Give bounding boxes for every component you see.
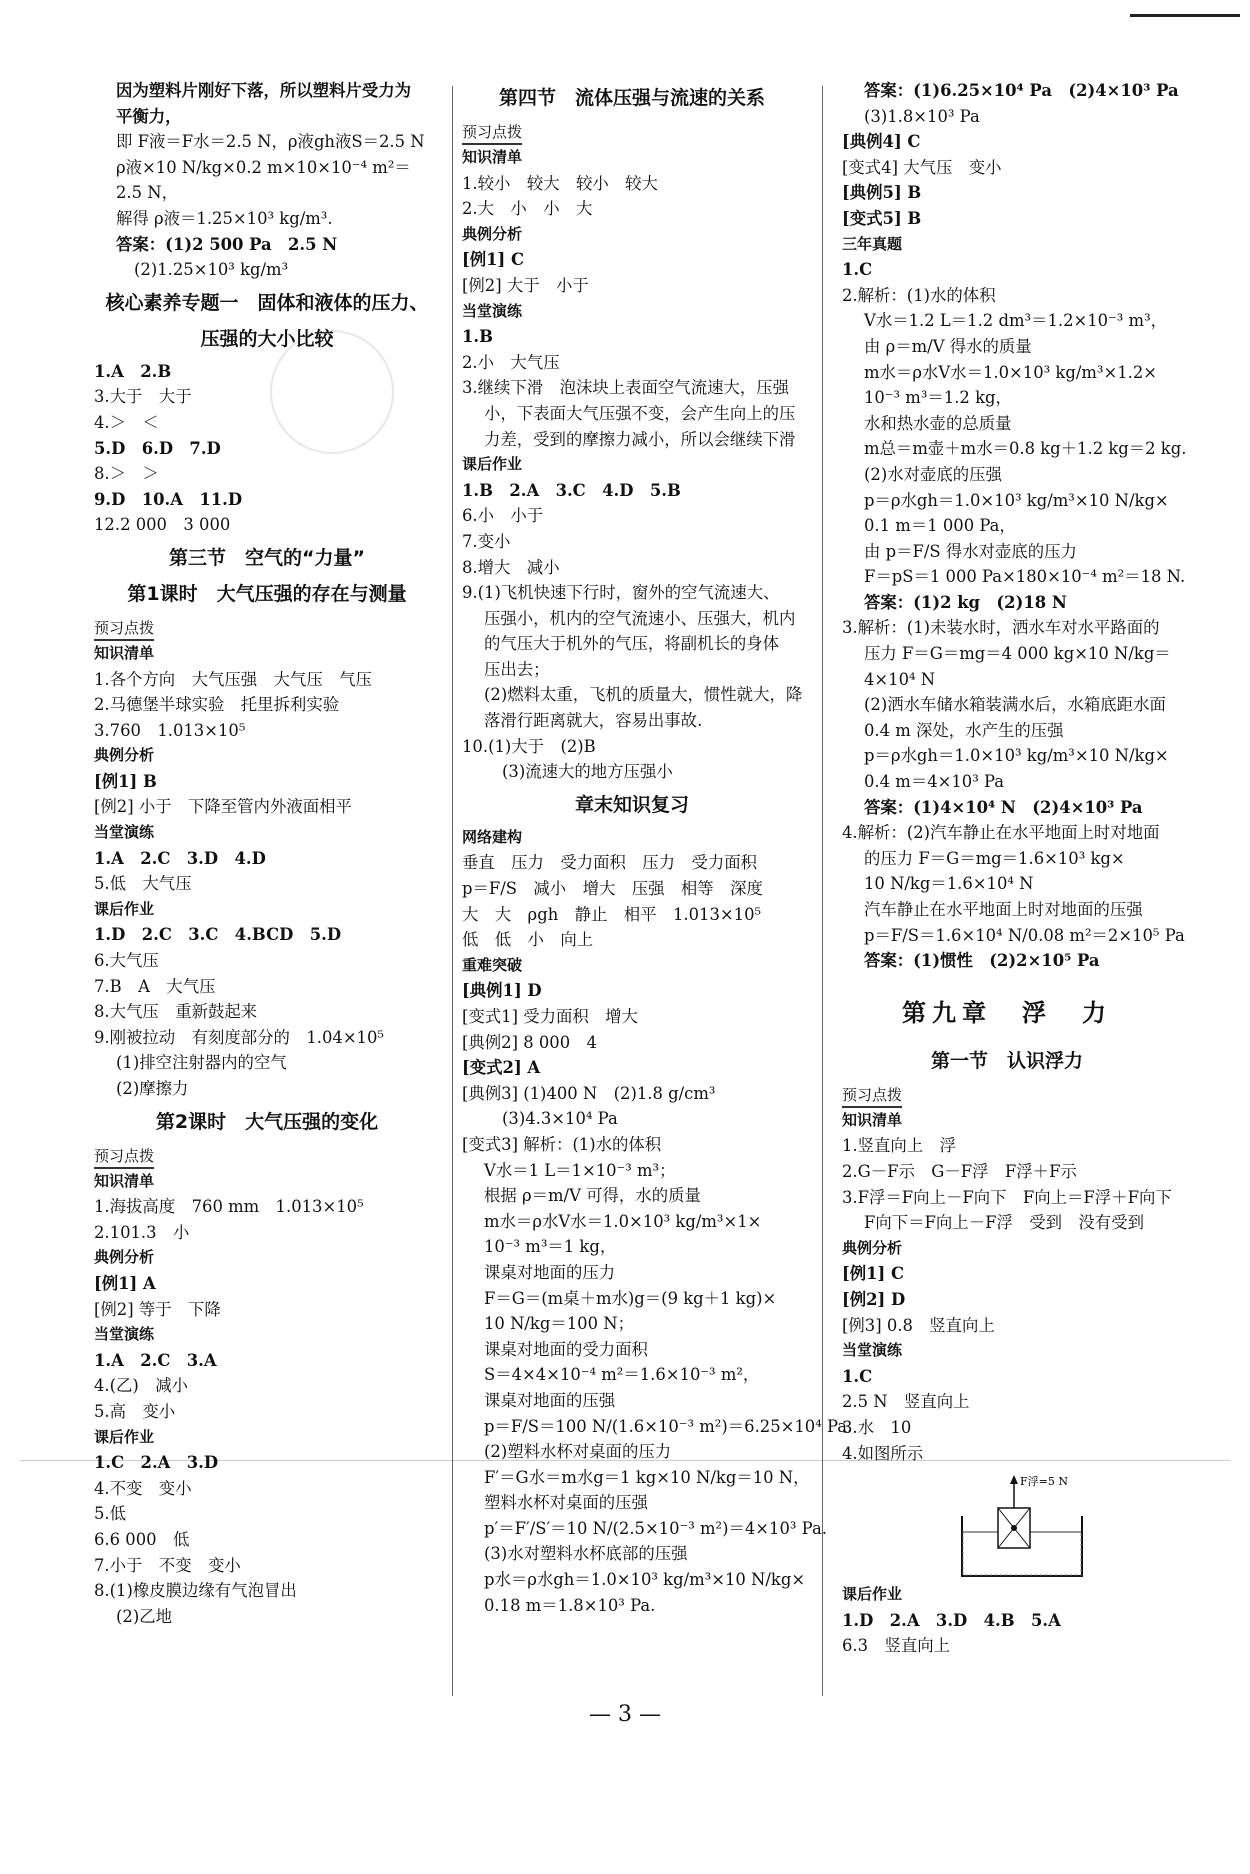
col1-line: 2.101.3 小 (94, 1222, 190, 1242)
col3-line: (2)水对壶底的压强 (864, 464, 1002, 484)
col2-line: 2.大 小 小 大 (462, 199, 593, 219)
col2-line: 10 N/kg＝100 N； (484, 1314, 634, 1334)
column-divider (452, 86, 453, 1696)
col3-line: 3.F浮＝F向上－F向下 F向上＝F浮＋F向下 (842, 1187, 1172, 1207)
col1-line: 3.760 1.013×10⁵ (94, 720, 246, 740)
col3-line: 答案：(1)4×10⁴ N (2)4×10³ Pa (864, 797, 1143, 817)
col2-line: 10⁻³ m³＝1 kg， (484, 1237, 617, 1257)
col2-line: [例1] C (462, 250, 525, 270)
col3-line: [典例5] B (842, 183, 922, 203)
col1-line: (2)乙地 (116, 1606, 172, 1626)
col1-line: 第1课时 大气压强的存在与测量 (127, 582, 407, 605)
col3-line: 1.竖直向上 浮 (842, 1136, 956, 1156)
col1-line: [例1] A (94, 1273, 156, 1293)
col2-line: [典例3] (1)400 N (2)1.8 g/cm³ (462, 1083, 716, 1103)
col3-line: (2)洒水车储水箱装满水后，水箱底距水面 (864, 695, 1166, 715)
col2-line: [变式2] A (462, 1058, 541, 1078)
col3-line: (3)1.8×10³ Pa (864, 106, 980, 126)
col2-line: 课桌对地面的压强 (484, 1390, 616, 1410)
col3-line: 由 ρ＝m/V 得水的质量 (864, 336, 1032, 356)
col1-line: 1.各个方向 大气压强 大气压 气压 (94, 669, 372, 689)
col3-line: 由 p＝F/S 得水对壶底的压力 (864, 541, 1077, 561)
col1-line: 因为塑料片刚好下落，所以塑料片受力为 (116, 81, 412, 100)
col3-line: 第九章 浮 力 (902, 998, 1112, 1027)
col2-line: 典例分析 (462, 224, 523, 243)
col1-line: 典例分析 (94, 1248, 155, 1267)
col1-line: 1.海拔高度 760 mm 1.013×10⁵ (94, 1197, 364, 1217)
col2-line: 课桌对地面的受力面积 (484, 1339, 648, 1359)
col1-line: 1.D 2.C 3.C 4.BCD 5.D (94, 925, 342, 945)
col3-line: 三年真题 (842, 234, 903, 253)
col3-line: 1.C (842, 1366, 873, 1386)
col3-line: p＝ρ水gh＝1.0×10³ kg/m³×10 N/kg× (864, 490, 1169, 510)
col2-line: p＝F/S 减小 增大 压强 相等 深度 (462, 879, 763, 899)
col1-line: 5.高 变小 (94, 1401, 176, 1421)
col3-line: 典例分析 (842, 1238, 903, 1257)
col1-line: 平衡力， (116, 106, 182, 126)
col1-line: 5.D 6.D 7.D (94, 438, 221, 458)
col3-line: [例3] 0.8 竖直向上 (842, 1315, 995, 1335)
col1-line: 8.＞ ＞ (94, 464, 159, 484)
col1-line: [例2] 小于 下降至管内外液面相平 (94, 797, 352, 817)
col2-line: 的气压大于机外的气压，将副机长的身体 (484, 634, 780, 654)
col1-line: 课后作业 (94, 899, 155, 918)
col3-line: 2.G－F示 G－F浮 F浮＋F示 (842, 1161, 1077, 1181)
col3-line: 1.D 2.A 3.D 4.B 5.A (842, 1610, 1061, 1630)
col1-line: 预习点拨 (94, 617, 154, 641)
col2-line: 压出去； (484, 659, 550, 679)
col1-line: 1.A 2.C 3.D 4.D (94, 848, 266, 868)
col1-line: 7.小于 不变 变小 (94, 1555, 241, 1575)
col3-line: 答案：(1)2 kg (2)18 N (864, 592, 1067, 612)
col1-line: ρ液×10 N/kg×0.2 m×10×10⁻⁴ m²＝ (116, 157, 411, 177)
col2-line: 9.(1)飞机快速下行时，窗外的空气流速大、 (462, 583, 780, 603)
col3-line: 10 N/kg＝1.6×10⁴ N (864, 874, 1034, 894)
col1-line: (2)摩擦力 (116, 1079, 189, 1098)
col2-line: (2)塑料水杯对桌面的压力 (484, 1442, 672, 1462)
col2-line: [变式1] 受力面积 增大 (462, 1007, 638, 1026)
col2-line: [典例2] 8 000 4 (462, 1032, 597, 1052)
col3-line: 4.解析：(2)汽车静止在水平地面上时对地面 (842, 823, 1160, 843)
col2-line: 10.(1)大于 (2)B (462, 736, 596, 756)
col1-line: (1)排空注射器内的空气 (116, 1053, 287, 1073)
col2-line: m水＝ρ水V水＝1.0×10³ kg/m³×1× (484, 1211, 762, 1231)
col3-line: p＝ρ水gh＝1.0×10³ kg/m³×10 N/kg× (864, 746, 1169, 766)
col2-line: p′＝F′/S′＝10 N/(2.5×10⁻³ m²)＝4×10³ Pa. (484, 1518, 827, 1538)
col2-line: 落滑行距离就大，容易出事故. (484, 711, 703, 731)
col3-line: 0.4 m 深处，水产生的压强 (864, 720, 1064, 740)
col2-line: 7.变小 (462, 531, 511, 551)
col2-line: p＝F/S＝100 N/(1.6×10⁻³ m²)＝6.25×10⁴ Pa. (484, 1416, 853, 1436)
col2-line: 课后作业 (462, 455, 523, 474)
col1-line: 4.(乙) 减小 (94, 1376, 188, 1396)
col1-line: 当堂演练 (94, 1325, 155, 1344)
col3-line: 的压力 F＝G＝mg＝1.6×10³ kg× (864, 848, 1125, 868)
col1-line: 4.不变 变小 (94, 1478, 192, 1498)
col1-line: 第三节 空气的“力量” (169, 546, 365, 569)
col1-line: 当堂演练 (94, 823, 155, 842)
col3-line: 知识清单 (842, 1110, 903, 1129)
col3-line: 0.4 m＝4×10³ Pa (864, 772, 1005, 792)
col1-line: 8.(1)橡皮膜边缘有气泡冒出 (94, 1581, 297, 1601)
col3-line: F向下＝F向上－F浮 受到 没有受到 (864, 1213, 1144, 1233)
col1-line: 典例分析 (94, 746, 155, 765)
col1-line: 6.6 000 低 (94, 1529, 190, 1549)
col3-line: 汽车静止在水平地面上时对地面的压强 (864, 900, 1143, 919)
col1-line: 9.D 10.A 11.D (94, 489, 243, 509)
col2-line: 重难突破 (462, 955, 523, 974)
col2-line: 知识清单 (462, 148, 523, 166)
col3-line: [典例4] C (842, 132, 921, 152)
col2-line: 预习点拨 (462, 121, 522, 145)
col1-line: 2.马德堡半球实验 托里拆利实验 (94, 695, 340, 715)
col2-line: 章末知识复习 (574, 793, 689, 816)
col3-line: 答案：(1)惯性 (2)2×10⁵ Pa (864, 951, 1100, 971)
col3-line: V水＝1.2 L＝1.2 dm³＝1.2×10⁻³ m³， (864, 311, 1168, 331)
col2-line: 1.B 2.A 3.C 4.D 5.B (462, 480, 681, 500)
col2-line: 2.小 大气压 (462, 352, 560, 372)
col2-line: 垂直 压力 受力面积 压力 受力面积 (462, 853, 758, 873)
col2-line: p水＝ρ水gh＝1.0×10³ kg/m³×10 N/kg× (484, 1570, 806, 1590)
col1-line: 课后作业 (94, 1427, 155, 1446)
col1-line: 答案：(1)2 500 Pa 2.5 N (116, 234, 338, 254)
col3-line: p＝F/S＝1.6×10⁴ N/0.08 m²＝2×10⁵ Pa (864, 925, 1185, 945)
col3-line: 答案：(1)6.25×10⁴ Pa (2)4×10³ Pa (864, 81, 1179, 100)
col3-line: 1.C (842, 260, 873, 280)
col3-line: m水＝ρ水V水＝1.0×10³ kg/m³×1.2× (864, 362, 1157, 382)
col2-line: 第四节 流体压强与流速的关系 (498, 87, 765, 109)
col3-line: 6.3 竖直向上 (842, 1636, 951, 1656)
col3-line: [例2] D (842, 1289, 906, 1309)
col2-line: F＝G＝(m桌＋m水)g＝(9 kg＋1 kg)× (484, 1288, 777, 1308)
col2-line: [典例1] D (462, 981, 542, 1001)
col1-line: 1.A 2.C 3.A (94, 1350, 217, 1370)
buoyancy-figure (952, 1472, 1092, 1582)
col1-line: 核心素养专题一 固体和液体的压力、 (105, 291, 429, 314)
col3-line: [变式4] 大气压 变小 (842, 157, 1002, 177)
col1-line: 7.B A 大气压 (94, 976, 216, 996)
col1-line: 3.大于 大于 (94, 387, 192, 407)
col2-line: 网络建构 (462, 827, 523, 846)
answer-column-1 (94, 78, 440, 1629)
col2-line: 3.继续下滑 泡沫块上表面空气流速大，压强 (462, 378, 790, 398)
col1-line: 2.5 N， (116, 183, 179, 203)
col1-line: 9.刚被拉动 有刻度部分的 1.04×10⁵ (94, 1027, 384, 1047)
col2-line: 根据 ρ＝m/V 可得，水的质量 (484, 1186, 701, 1206)
answer-column-2 (462, 78, 853, 1618)
col3-line: 水和热水壶的总质量 (864, 413, 1012, 433)
col1-line: 解得 ρ液＝1.25×10³ kg/m³. (116, 208, 333, 228)
col2-line: 课桌对地面的压力 (484, 1262, 616, 1282)
col2-line: 6.小 小于 (462, 506, 544, 526)
col2-line: 塑料水杯对桌面的压强 (484, 1493, 648, 1513)
col3-line: 3.水 10 (842, 1417, 912, 1437)
col1-line: 12.2 000 3 000 (94, 515, 231, 535)
col1-line: 4.＞ ＜ (94, 412, 159, 432)
col3-line: 10⁻³ m³＝1.2 kg， (864, 388, 1012, 408)
col2-line: 低 低 小 向上 (462, 930, 594, 950)
answer-column-3 (842, 78, 1187, 1659)
col1-line: 第2课时 大气压强的变化 (155, 1110, 379, 1133)
col3-line: 第一节 认识浮力 (930, 1049, 1083, 1072)
col3-line: 2.解析：(1)水的体积 (842, 285, 996, 305)
col1-line: 5.低 (94, 1504, 127, 1524)
col2-line: 1.较小 较大 较小 较大 (462, 173, 658, 193)
col2-line: V水＝1 L＝1×10⁻³ m³； (484, 1160, 676, 1180)
col1-line: [例2] 等于 下降 (94, 1299, 221, 1319)
svg-text:F浮=5 N: F浮=5 N (1020, 1475, 1068, 1489)
col2-line: (3)4.3×10⁴ Pa (502, 1109, 618, 1129)
col2-line: S＝4×4×10⁻⁴ m²＝1.6×10⁻³ m²， (484, 1365, 760, 1385)
col3-line: [例1] C (842, 1264, 905, 1284)
col2-line: (2)燃料太重，飞机的质量大，惯性就大，降 (484, 685, 803, 705)
col2-line: 8.增大 减小 (462, 557, 560, 577)
col3-line: 预习点拨 (842, 1084, 902, 1108)
col2-line: 小，下表面大气压强不变，会产生向上的压 (484, 403, 796, 423)
col3-line: [变式5] B (842, 208, 922, 228)
col3-line: 当堂演练 (842, 1341, 903, 1360)
col3-line: m总＝m壶＋m水＝0.8 kg＋1.2 kg＝2 kg. (864, 439, 1187, 459)
col2-line: [例2] 大于 小于 (462, 275, 589, 295)
col1-line: 8.大气压 重新鼓起来 (94, 1002, 258, 1022)
col2-line: 压强小，机内的空气流速小、压强大，机内 (484, 608, 796, 628)
col1-line: 预习点拨 (94, 1145, 154, 1169)
col1-line: 知识清单 (94, 1171, 155, 1190)
col1-line: (2)1.25×10³ kg/m³ (134, 260, 289, 280)
header-rule (1130, 14, 1240, 17)
col1-line: 即 F液＝F水＝2.5 N，ρ液gh液S＝2.5 N (116, 132, 425, 152)
col3-line: 4×10⁴ N (864, 669, 936, 689)
col2-line: 当堂演练 (462, 301, 523, 320)
column-divider (822, 86, 823, 1696)
col2-line: (3)水对塑料水杯底部的压强 (484, 1544, 688, 1564)
col3-line: 4.如图所示 (842, 1443, 924, 1463)
col1-line: 5.低 大气压 (94, 874, 192, 894)
col3-line: 2.5 N 竖直向上 (842, 1392, 970, 1412)
col3-line: F＝pS＝1 000 Pa×180×10⁻⁴ m²＝18 N. (864, 567, 1186, 587)
col2-line: 力差，受到的摩擦力减小，所以会继续下滑 (484, 429, 796, 449)
col1-line: 压强的大小比较 (200, 327, 334, 350)
col2-line: (3)流速大的地方压强小 (502, 762, 673, 782)
col1-line: 1.A 2.B (94, 361, 172, 381)
col1-line: 1.C 2.A 3.D (94, 1453, 219, 1473)
col2-line: F′＝G水＝m水g＝1 kg×10 N/kg＝10 N， (484, 1467, 810, 1487)
col2-line: 0.18 m＝1.8×10³ Pa. (484, 1595, 656, 1615)
col3-line: 压力 F＝G＝mg＝4 000 kg×10 N/kg＝ (864, 644, 1171, 664)
col2-line: 1.B (462, 327, 493, 347)
page-number: — 3 — (589, 1702, 661, 1727)
col2-line: [变式3] 解析：(1)水的体积 (462, 1134, 662, 1154)
col2-line: 大 大 ρgh 静止 相平 1.013×10⁵ (462, 904, 762, 924)
col1-line: [例1] B (94, 771, 157, 791)
col1-line: 6.大气压 (94, 951, 159, 971)
col3-line: 3.解析：(1)未装水时，洒水车对水平路面的 (842, 618, 1160, 638)
col3-line: 课后作业 (842, 1585, 903, 1604)
col1-line: 知识清单 (94, 643, 155, 662)
col3-line: 0.1 m＝1 000 Pa， (864, 516, 1016, 536)
